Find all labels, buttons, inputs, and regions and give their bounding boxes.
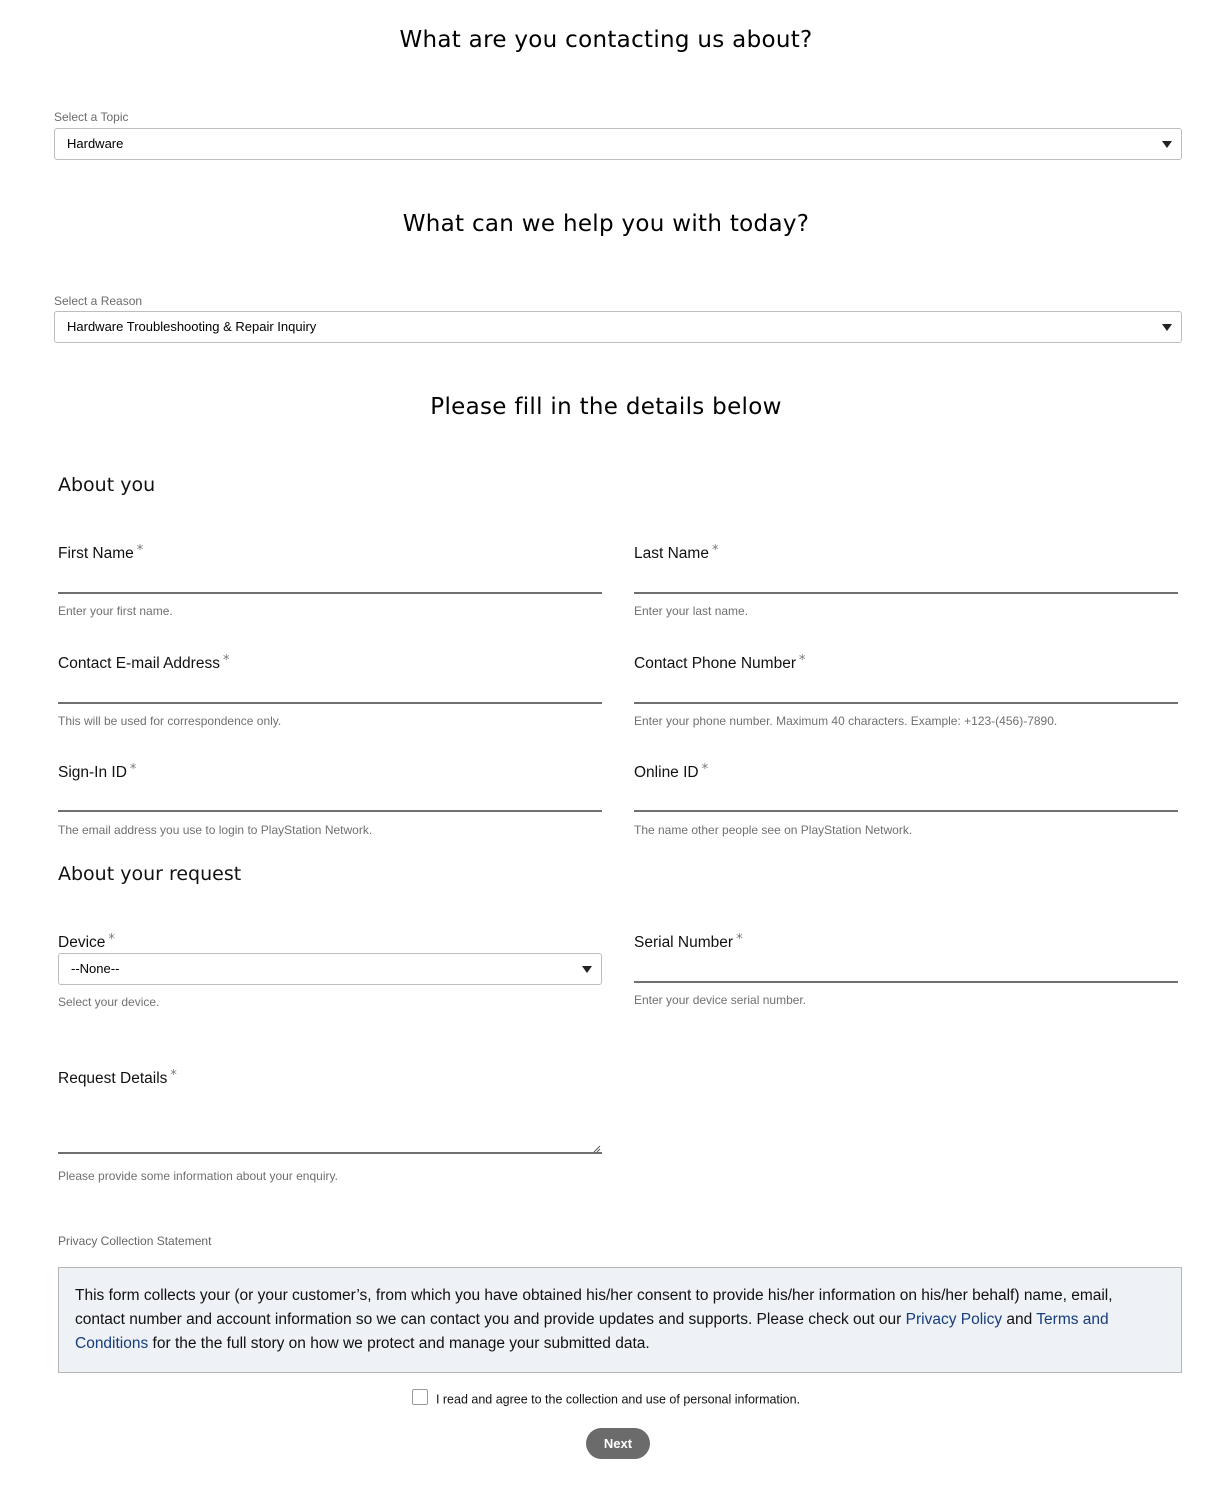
required-marker: * <box>108 932 115 947</box>
email-input[interactable] <box>58 678 602 704</box>
privacy-text-middle: and <box>1002 1311 1037 1328</box>
topic-select[interactable] <box>54 128 1182 160</box>
sign-in-id-help: The email address you use to login to PlayStation Network. <box>58 823 373 837</box>
device-field <box>58 932 602 1009</box>
reason-heading: What can we help you with today? <box>402 211 810 237</box>
agree-checkbox[interactable] <box>412 1389 428 1405</box>
details-heading: Please fill in the details below <box>430 394 782 420</box>
reason-select[interactable] <box>54 311 1182 343</box>
required-marker: * <box>222 653 230 668</box>
agree-label[interactable]: I read and agree to the collection and use of personal information. <box>435 1392 801 1407</box>
serial-number-field <box>634 932 1178 1007</box>
required-marker: * <box>701 762 709 777</box>
request-details-field <box>58 1068 602 1183</box>
required-marker: * <box>170 1068 177 1083</box>
phone-label: Contact Phone Number <box>634 655 796 672</box>
serial-number-label: Serial Number <box>634 934 734 951</box>
online-id-input[interactable] <box>634 786 1178 812</box>
required-marker: * <box>736 932 743 947</box>
about-request-heading: About your request <box>58 863 242 885</box>
sign-in-id-field <box>58 762 602 837</box>
next-button[interactable]: Next <box>586 1428 650 1459</box>
required-marker: * <box>711 543 719 558</box>
agreement-row <box>0 1392 1212 1408</box>
device-help: Select your device. <box>58 995 160 1009</box>
reason-select-label: Select a Reason <box>54 294 143 308</box>
phone-field <box>634 653 1178 728</box>
serial-number-help: Enter your device serial number. <box>634 993 807 1007</box>
last-name-help: Enter your last name. <box>634 604 749 618</box>
required-marker: * <box>136 543 144 558</box>
online-id-help: The name other people see on PlayStation Network. <box>634 823 913 837</box>
request-details-textarea[interactable] <box>58 1104 602 1154</box>
device-select-value: --None-- <box>71 961 120 976</box>
chevron-down-icon <box>1162 324 1172 331</box>
last-name-input[interactable] <box>634 568 1178 594</box>
email-label: Contact E-mail Address <box>58 655 220 672</box>
first-name-help: Enter your first name. <box>58 604 173 618</box>
chevron-down-icon <box>1162 141 1172 148</box>
chevron-down-icon <box>582 966 592 973</box>
device-label: Device <box>58 934 106 951</box>
privacy-text-before: This form collects your (or your customer’s, from which you have obtained his/her consent to provide his/her information on his/her behalf) name, email, contact number and account information so we can contact you and provide updates and supports. Please check out our <box>75 1287 1113 1328</box>
phone-help: Enter your phone number. Maximum 40 characters. Example: +123-(456)-7890. <box>634 714 1058 728</box>
privacy-text-after: for the the full story on how we protect and manage your submitted data. <box>148 1335 650 1352</box>
privacy-policy-link[interactable]: Privacy Policy <box>905 1311 1003 1328</box>
reason-select-value: Hardware Troubleshooting & Repair Inquiry <box>67 319 317 334</box>
device-select[interactable] <box>58 953 602 985</box>
topic-select-label: Select a Topic <box>54 110 129 124</box>
last-name-field <box>634 543 1178 618</box>
sign-in-id-label: Sign-In ID <box>58 764 127 781</box>
first-name-field <box>58 543 602 618</box>
online-id-field <box>634 762 1178 837</box>
required-marker: * <box>798 653 806 668</box>
topic-heading: What are you contacting us about? <box>399 27 813 53</box>
online-id-label: Online ID <box>634 764 699 781</box>
resize-handle-icon[interactable] <box>593 1145 601 1153</box>
privacy-statement-box <box>58 1267 1182 1373</box>
email-field <box>58 653 602 728</box>
first-name-label: First Name <box>58 545 134 562</box>
privacy-statement-label: Privacy Collection Statement <box>58 1234 212 1248</box>
phone-input[interactable] <box>634 678 1178 704</box>
about-you-heading: About you <box>58 474 156 496</box>
email-help: This will be used for correspondence only. <box>58 714 282 728</box>
terms-and-conditions-link[interactable]: Terms and Conditions <box>75 1311 1109 1352</box>
required-marker: * <box>129 762 137 777</box>
sign-in-id-input[interactable] <box>58 786 602 812</box>
serial-number-input[interactable] <box>634 957 1178 983</box>
last-name-label: Last Name <box>634 545 709 562</box>
request-details-help: Please provide some information about your enquiry. <box>58 1169 338 1183</box>
topic-select-value: Hardware <box>67 136 124 151</box>
first-name-input[interactable] <box>58 568 602 594</box>
request-details-label: Request Details <box>58 1070 168 1087</box>
